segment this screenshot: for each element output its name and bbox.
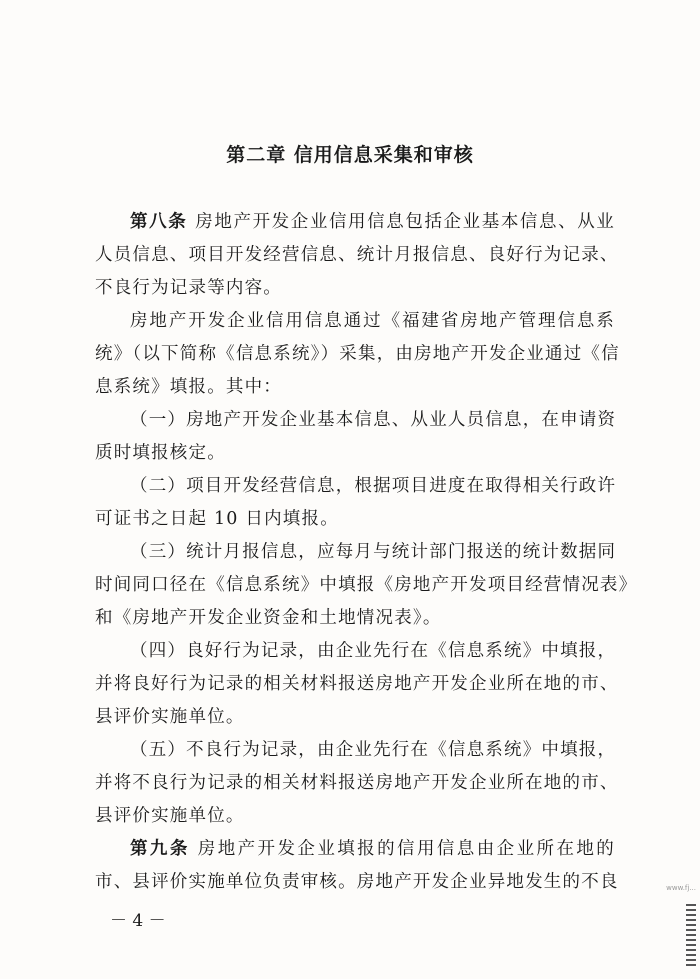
article-8-line-2: 人员信息、项目开发经营信息、统计月报信息、良好行为记录、 <box>95 245 619 265</box>
item-2-line-1: （二）项目开发经营信息，根据项目进度在取得相关行政许 <box>130 476 617 496</box>
paragraph-2-line-2: 统》（以下简称《信息系统》）采集，由房地产开发企业通过《信 <box>95 344 620 364</box>
item-5-line-2: 并将不良行为记录的相关材料报送房地产开发企业所在地的市、 <box>95 773 619 793</box>
article-8-line-3: 不良行为记录等内容。 <box>95 278 282 298</box>
article-9-label: 第九条 <box>130 839 190 859</box>
paragraph-2-line-3: 息系统》填报。其中： <box>95 377 282 397</box>
item-5-line-3: 县评价实施单位。 <box>95 806 245 826</box>
paragraph-2-line-1: 房地产开发企业信用信息通过《福建省房地产管理信息系 <box>130 311 615 331</box>
item-3-line-3: 和《房地产开发企业资金和土地情况表》。 <box>95 608 442 628</box>
page-number: － 4 － <box>110 911 166 931</box>
item-4-line-1: （四）良好行为记录，由企业先行在《信息系统》中填报， <box>130 641 617 661</box>
scan-barcode-icon <box>686 904 696 968</box>
item-1-line-1: （一）房地产开发企业基本信息、从业人员信息，在申请资 <box>130 410 617 430</box>
item-5-line-1: （五）不良行为记录，由企业先行在《信息系统》中填报， <box>130 740 617 760</box>
chapter-title: 第二章 信用信息采集和审核 <box>226 144 474 166</box>
item-4-line-2: 并将良好行为记录的相关材料报送房地产开发企业所在地的市、 <box>95 674 619 694</box>
item-1-line-2: 质时填报核定。 <box>95 443 226 463</box>
article-8-label: 第八条 <box>130 212 188 232</box>
article-9-line-2: 市、县评价实施单位负责审核。房地产开发企业异地发生的不良 <box>95 872 619 892</box>
article-9-line-1 <box>130 835 615 860</box>
item-3-line-2: 时间同口径在《信息系统》中填报《房地产开发项目经营情况表》 <box>95 575 638 595</box>
article-8-line-1 <box>130 208 615 233</box>
watermark-text: www.fj... <box>666 884 696 892</box>
item-2-line-2: 可证书之日起 10 日内填报。 <box>95 509 339 529</box>
article-9-text: 房地产开发企业填报的信用信息由企业所在地的 <box>197 839 615 859</box>
item-4-line-3: 县评价实施单位。 <box>95 707 245 727</box>
scan-watermark <box>668 884 696 970</box>
item-3-line-1: （三）统计月报信息，应每月与统计部门报送的统计数据同 <box>130 542 617 562</box>
article-8-text: 房地产开发企业信用信息包括企业基本信息、从业 <box>195 212 615 232</box>
